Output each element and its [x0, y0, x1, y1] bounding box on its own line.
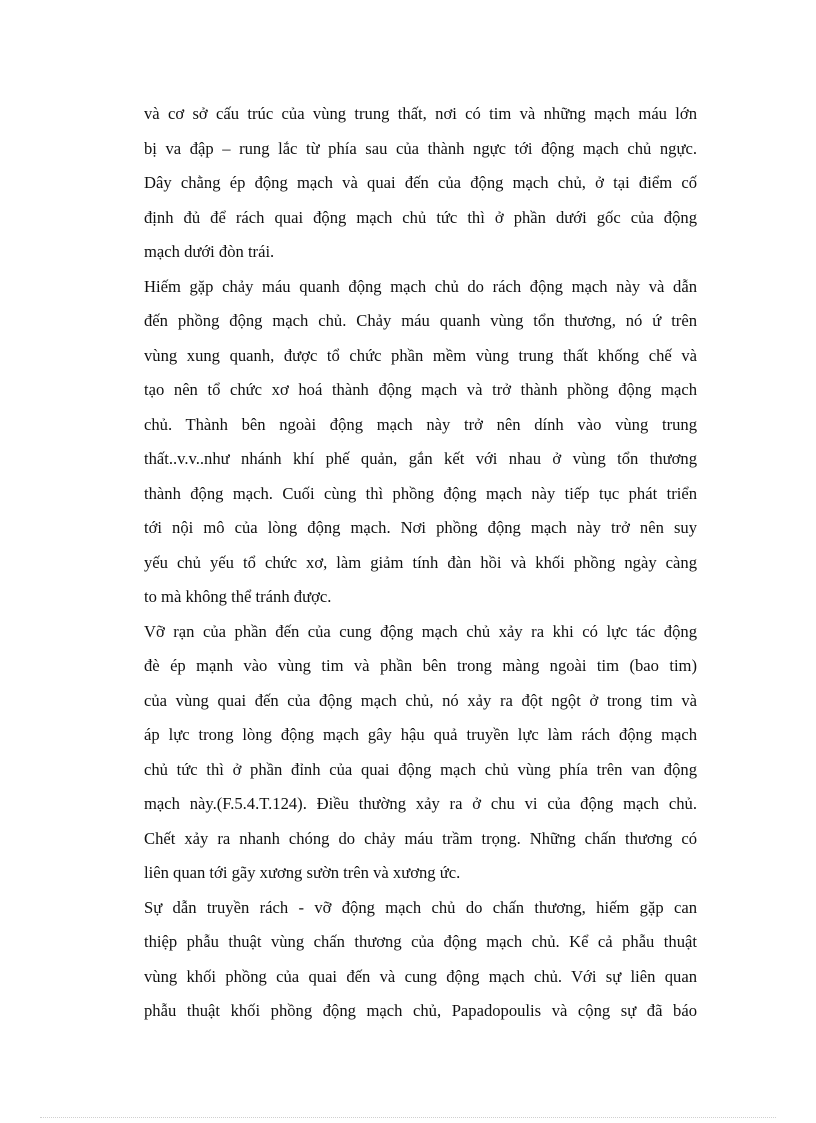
text-line: chủ tức thì ở phần đỉnh của quai động mạch chủ vùng phía trên van động: [144, 759, 697, 779]
text-line: đến phồng động mạch chủ. Chảy máu quanh vùng tổn thương, nó ứ trên: [144, 311, 697, 330]
page-bottom-divider: [40, 1117, 776, 1118]
text-line: Vỡ rạn của phần đến của cung động mạch chủ xảy ra khi có lực tác động: [144, 621, 697, 641]
text-line: to mà không thể tránh được.: [144, 587, 332, 606]
text-line: thiệp phẫu thuật vùng chấn thương của động mạch chủ. Kể cả phẫu thuật: [144, 932, 697, 951]
text-line: vùng khối phồng của quai đến và cung động mạch chủ. Với sự liên quan: [144, 966, 697, 986]
text-line: áp lực trong lòng động mạch gây hậu quả truyền lực làm rách động mạch: [144, 725, 697, 744]
text-line: định đủ để rách quai động mạch chủ tức thì ở phần dưới gốc của động: [144, 207, 697, 227]
text-line: tạo nên tổ chức xơ hoá thành động mạch và trở thành phồng động mạch: [144, 380, 697, 399]
text-line: đè ép mạnh vào vùng tim và phần bên trong màng ngoài tim (bao tim): [144, 656, 697, 675]
text-line: Sự dẫn truyền rách - vỡ động mạch chủ do chấn thương, hiếm gặp can: [144, 897, 697, 917]
text-line: vùng xung quanh, được tổ chức phần mềm vùng trung thất khống chế và: [144, 345, 697, 365]
text-line: Chết xảy ra nhanh chóng do chảy máu trầm trọng. Những chấn thương có: [144, 828, 697, 848]
text-line: yếu chủ yếu tổ chức xơ, làm giảm tính đàn hồi và khối phồng ngày càng: [144, 552, 697, 572]
text-line: phẫu thuật khối phồng động mạch chủ, Papadopoulis và cộng sự đã báo: [144, 1001, 697, 1020]
text-line: liên quan tới gãy xương sườn trên và xương ức.: [144, 863, 461, 882]
text-line: và cơ sở cấu trúc của vùng trung thất, nơi có tim và những mạch máu lớn: [144, 104, 697, 123]
text-line: Hiếm gặp chảy máu quanh động mạch chủ do rách động mạch này và dẫn: [144, 276, 697, 296]
text-line: chủ. Thành bên ngoài động mạch này trở nên dính vào vùng trung: [144, 414, 697, 434]
text-line: mạch này.(F.5.4.T.124). Điều thường xảy ra ở chu vi của động mạch chủ.: [144, 794, 697, 813]
text-line: bị va đập – rung lắc từ phía sau của thành ngực tới động mạch chủ ngực.: [144, 138, 697, 158]
text-line: thành động mạch. Cuối cùng thì phồng động mạch này tiếp tục phát triển: [144, 483, 697, 503]
text-line: thất..v.v..như nhánh khí phế quản, gắn kết với nhau ở vùng tổn thương: [144, 449, 697, 468]
text-line: tới nội mô của lòng động mạch. Nơi phồng động mạch này trở nên suy: [144, 518, 697, 537]
text-line: Dây chằng ép động mạch và quai đến của động mạch chủ, ở tại điểm cố: [144, 173, 697, 192]
text-line: mạch dưới đòn trái.: [144, 242, 275, 261]
body-text: [144, 97, 697, 1029]
text-line: của vùng quai đến của động mạch chủ, nó xảy ra đột ngột ở trong tim và: [144, 690, 697, 710]
